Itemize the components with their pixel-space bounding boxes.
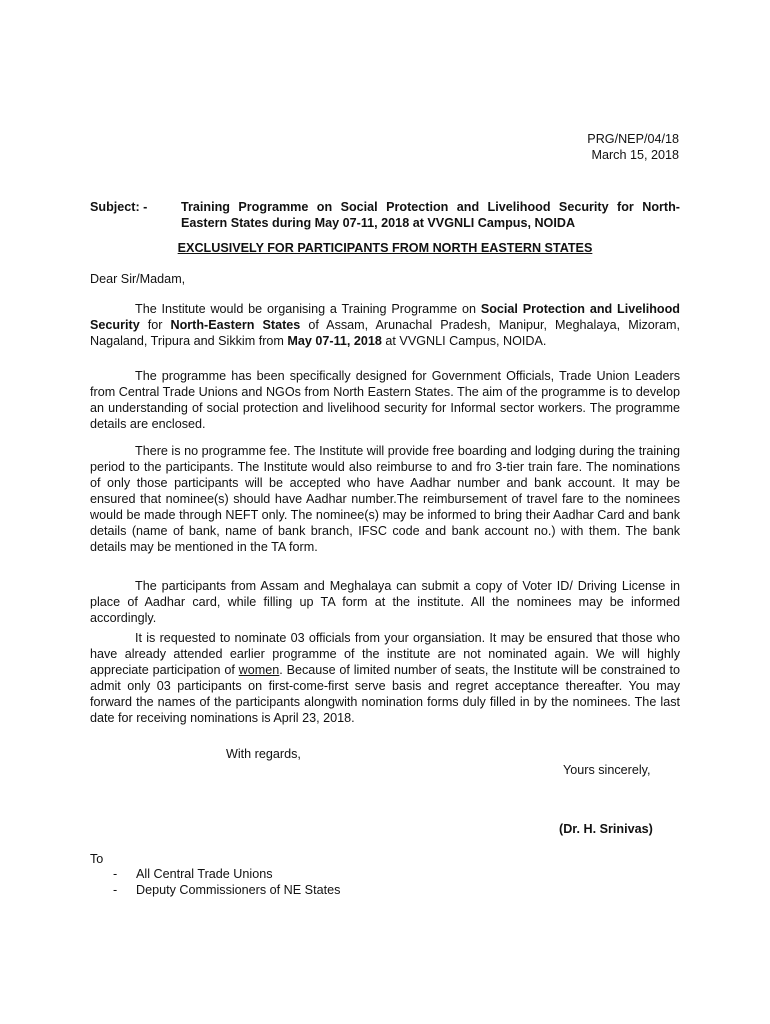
p1-bold-region: North-Eastern States: [170, 318, 301, 332]
paragraph-5: [90, 630, 680, 726]
regards-line: With regards,: [226, 747, 301, 761]
p5-text-1: It is requested to nominate 03 officials from your organsiation. It may be ensured that those who have already attended earlier programme of the institute are not nominated again. We will highly appreciate participation of: [90, 631, 680, 677]
paragraph-4: [90, 578, 680, 626]
paragraph-3: [90, 443, 680, 555]
participants-banner: EXCLUSIVELY FOR PARTICIPANTS FROM NORTH EASTERN STATES: [177, 241, 593, 255]
closing-line: Yours sincerely,: [563, 763, 651, 777]
p2-text: The programme has been specifically designed for Government Officials, Trade Union Leaders from Central Trade Unions and NGOs from North Eastern States. The aim of the programme is to develop an understanding of social protection and livelihood security for Informal sector workers. The programme details are enclosed.: [90, 369, 680, 431]
signatory-name: (Dr. H. Srinivas): [559, 822, 653, 836]
recipient-dash: -: [113, 867, 118, 881]
recipient-dash: -: [113, 883, 118, 897]
reference-block: [587, 131, 679, 163]
subject-text: Training Programme on Social Protection and Livelihood Security for North-Eastern States during May 07-11, 2018 at VVGNLI Campus, NOIDA: [181, 200, 680, 230]
recipient-name: All Central Trade Unions: [136, 867, 273, 881]
subject-label: Subject: -: [90, 200, 148, 214]
p1-text-2: for: [139, 318, 171, 332]
recipient-name: Deputy Commissioners of NE States: [136, 883, 341, 897]
letter-date: March 15, 2018: [591, 148, 679, 162]
p1-text-4: at VVGNLI Campus, NOIDA.: [381, 334, 547, 348]
p1-text-3: of Assam, Arunachal Pradesh, Manipur, Meghalaya, Mizoram, Nagaland, Tripura and Sikkim from: [90, 318, 680, 348]
to-label: To: [90, 852, 104, 866]
p1-bold-dates: May 07-11, 2018: [287, 334, 382, 348]
p3-text: There is no programme fee. The Institute will provide free boarding and lodging during the training period to the participants. The Institute would also reimburse to and fro 3-tier train fare. The nominations of only those participants will be accepted who have Aadhar number and bank account. It may be ensured that nominee(s) should have Aadhar number.The reimbursement of travel fare to the nominees would be made through NEFT only. The nominee(s) may be informed to bring their Aadhar Card and bank details (name of bank, name of bank branch, IFSC code and bank account no.) with them. The bank details may be mentioned in the TA form.: [90, 444, 680, 554]
salutation: Dear Sir/Madam,: [90, 272, 186, 286]
p5-underlined-women: women: [238, 663, 280, 677]
paragraph-2: [90, 368, 680, 432]
reference-number: PRG/NEP/04/18: [587, 132, 679, 146]
p4-text: The participants from Assam and Meghalaya can submit a copy of Voter ID/ Driving License in place of Aadhar card, while filling up TA form at the institute. All the nominees may be informed accordingly.: [90, 579, 680, 625]
p5-text-2: . Because of limited number of seats, the Institute will be constrained to admit only 03 participants on first-come-first serve basis and regret acceptance thereafter. You may forward the names of the participants alongwith nomination forms duly filled in by the nominees. The last date for receiving nominations is April 23, 2018.: [90, 663, 680, 725]
p1-text-1: The Institute would be organising a Training Programme on: [135, 302, 481, 316]
recipient-item: [113, 866, 273, 882]
paragraph-1: [90, 301, 680, 349]
recipient-item: [113, 882, 340, 898]
p1-bold-topic: Social Protection and Livelihood Security: [90, 302, 681, 332]
